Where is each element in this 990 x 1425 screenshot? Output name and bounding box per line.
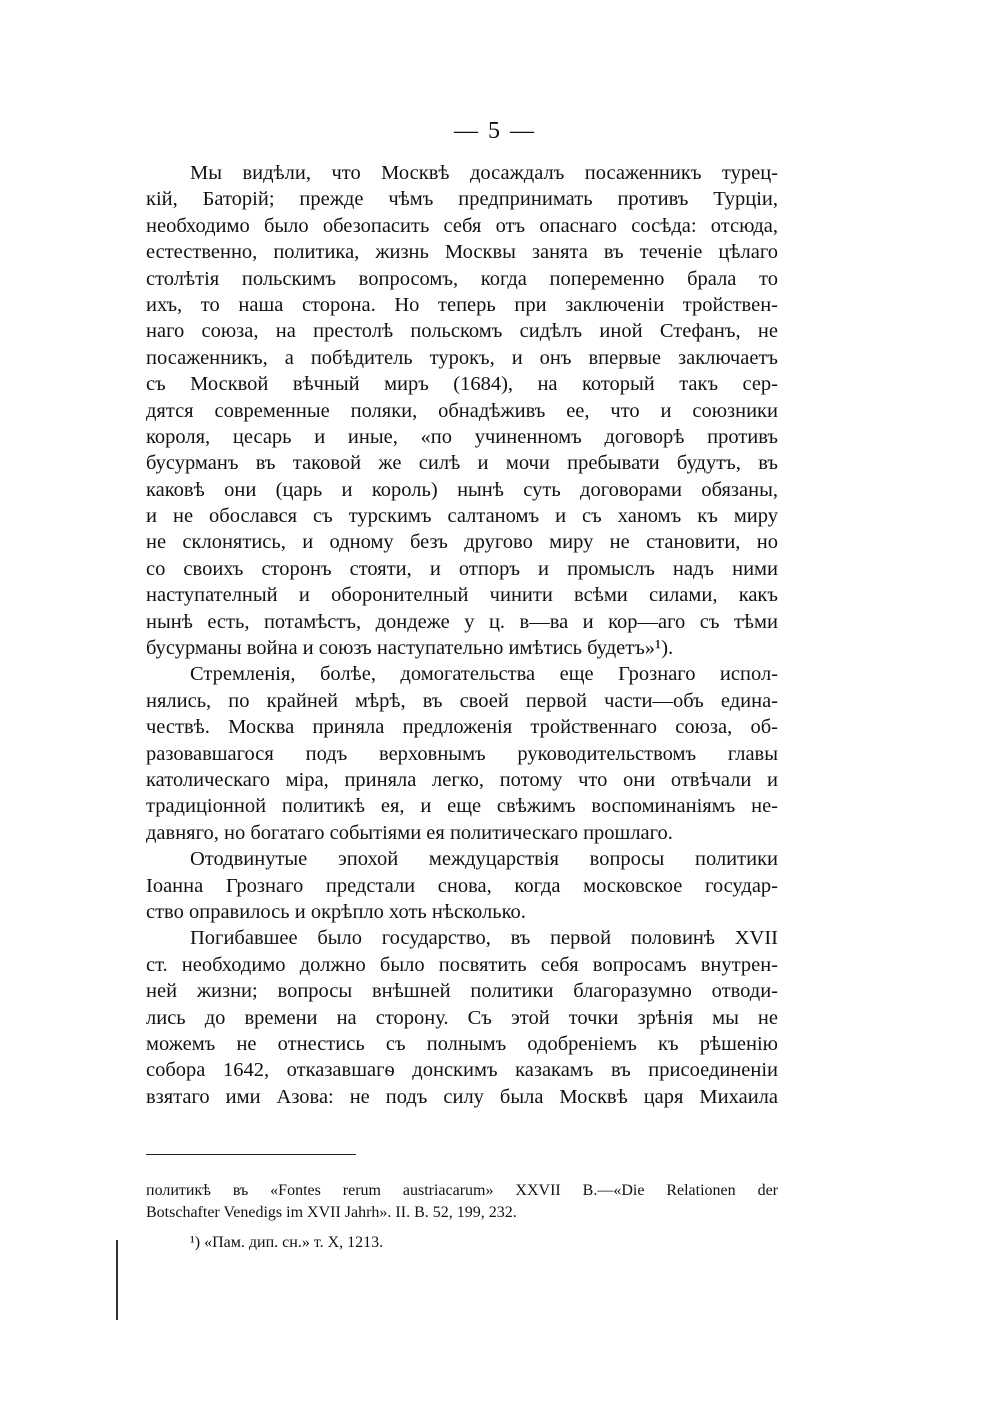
text-line: традиціонной политикѣ ея, и еще свѣжимъ воспоминаніямъ не- [146,795,778,818]
text-line: нынѣ есть, потамѣстъ, дондеже у ц. в—ва и кор—аго съ тѣми [146,610,778,633]
text-line: ст. необходимо должно было посвятить себя вопросамъ внутрен- [146,953,778,976]
body-text [146,160,778,1110]
footnote-line: политикѣ въ «Fontes rerum austriacarum» XXVII B.—«Die Relationen der [146,1182,778,1199]
text-line: лись до времени на сторону. Съ этой точки зрѣнія мы не [146,1006,778,1029]
text-line: бусурманы война и союзъ наступательно имѣтись будетъ»¹). [146,637,674,660]
text-line: чествѣ. Москва приняла предложенія тройственнаго союза, об- [146,716,778,739]
text-line: Стремленія, болѣе, домогательства еще Грознаго испол- [190,663,778,686]
text-line: разовавшагося подъ верховнымъ руководительствомъ главы [146,742,778,765]
text-line: посаженникъ, а побѣдитель турокъ, и онъ впервые заключаетъ [146,346,778,369]
text-line: ство оправилось и окрѣпло хоть нѣсколько. [146,900,526,923]
text-line: естественно, политика, жизнь Москвы занята въ теченіе цѣлаго [146,241,778,264]
text-line: Отодвинутые эпохой междуцарствія вопросы политики [190,848,778,871]
text-line: взятаго ими Азова: не подъ силу была Москвѣ царя Михаила [146,1085,778,1108]
text-line: бусурманъ въ таковой же силѣ и мочи пребывати будутъ, въ [146,452,778,475]
text-line: можемъ не отнестись съ полнымъ одобреніемъ къ рѣшенію [146,1032,778,1055]
text-line: собора 1642, отказавшагѳ донскимъ казакамъ въ присоединеніи [146,1059,778,1082]
page-number: — 5 — [454,118,536,144]
footnotes [146,1180,778,1254]
text-line: и не обослався съ турскимъ салтаномъ и съ ханомъ къ миру [146,505,778,528]
text-line: католическаго міра, приняла легко, потому что они отвѣчали и [146,768,778,791]
footnote-separator [146,1154,356,1155]
footnote-line: Botschafter Venedigs im XVII Jahrh». II. B. 52, 199, 232. [146,1204,517,1221]
text-line: наго союза, на престолѣ польскомъ сидѣлъ иной Стефанъ, не [146,320,778,343]
text-line: наступателный и оборонителный чинити всѣми силами, какъ [146,584,778,607]
text-line: нялись, по крайней мѣрѣ, въ своей первой части—объ едина- [146,689,778,712]
text-line: со своихъ сторонъ стояти, и отпоръ и промыслъ надъ ними [146,557,778,580]
text-line: Іоанна Грознаго предстали снова, когда московское государ- [146,874,778,897]
text-line: столѣтія польскимъ вопросомъ, когда попеременно брала то [146,267,778,290]
text-line: ней жизни; вопросы внѣшней политики благоразумно отводи- [146,980,778,1003]
text-line: короля, цесарь и иные, «по учиненномъ договорѣ противъ [146,425,778,448]
text-line: давняго, но богатаго событіями ея политическаго прошлаго. [146,821,673,844]
text-line: Погибавшее было государство, въ первой половинѣ XVII [190,927,778,950]
text-line: съ Москвой вѣчный миръ (1684), на который такъ сер- [146,373,778,396]
text-line: Мы видѣли, что Москвѣ досаждалъ посаженникъ турец- [190,162,778,184]
text-line: ихъ, то наша сторона. Но теперь при заключеніи тройствен- [146,293,778,316]
text-line: необходимо было обезопасить себя отъ опаснаго сосѣда: отсюда, [146,214,778,237]
text-line: не склонятись, и одному безъ другово миру не становити, но [146,531,778,554]
text-line: кій, Баторій; прежде чѣмъ предпринимать противъ Турціи, [146,188,778,211]
margin-mark [116,1240,118,1320]
text-line: каковѣ они (царь и король) нынѣ суть договорами обязаны, [146,478,778,501]
text-line: дятся современные поляки, обнадѣживъ ее, что и союзники [146,399,778,422]
footnote-line: ¹) «Пам. дип. сн.» т. X, 1213. [190,1234,384,1251]
